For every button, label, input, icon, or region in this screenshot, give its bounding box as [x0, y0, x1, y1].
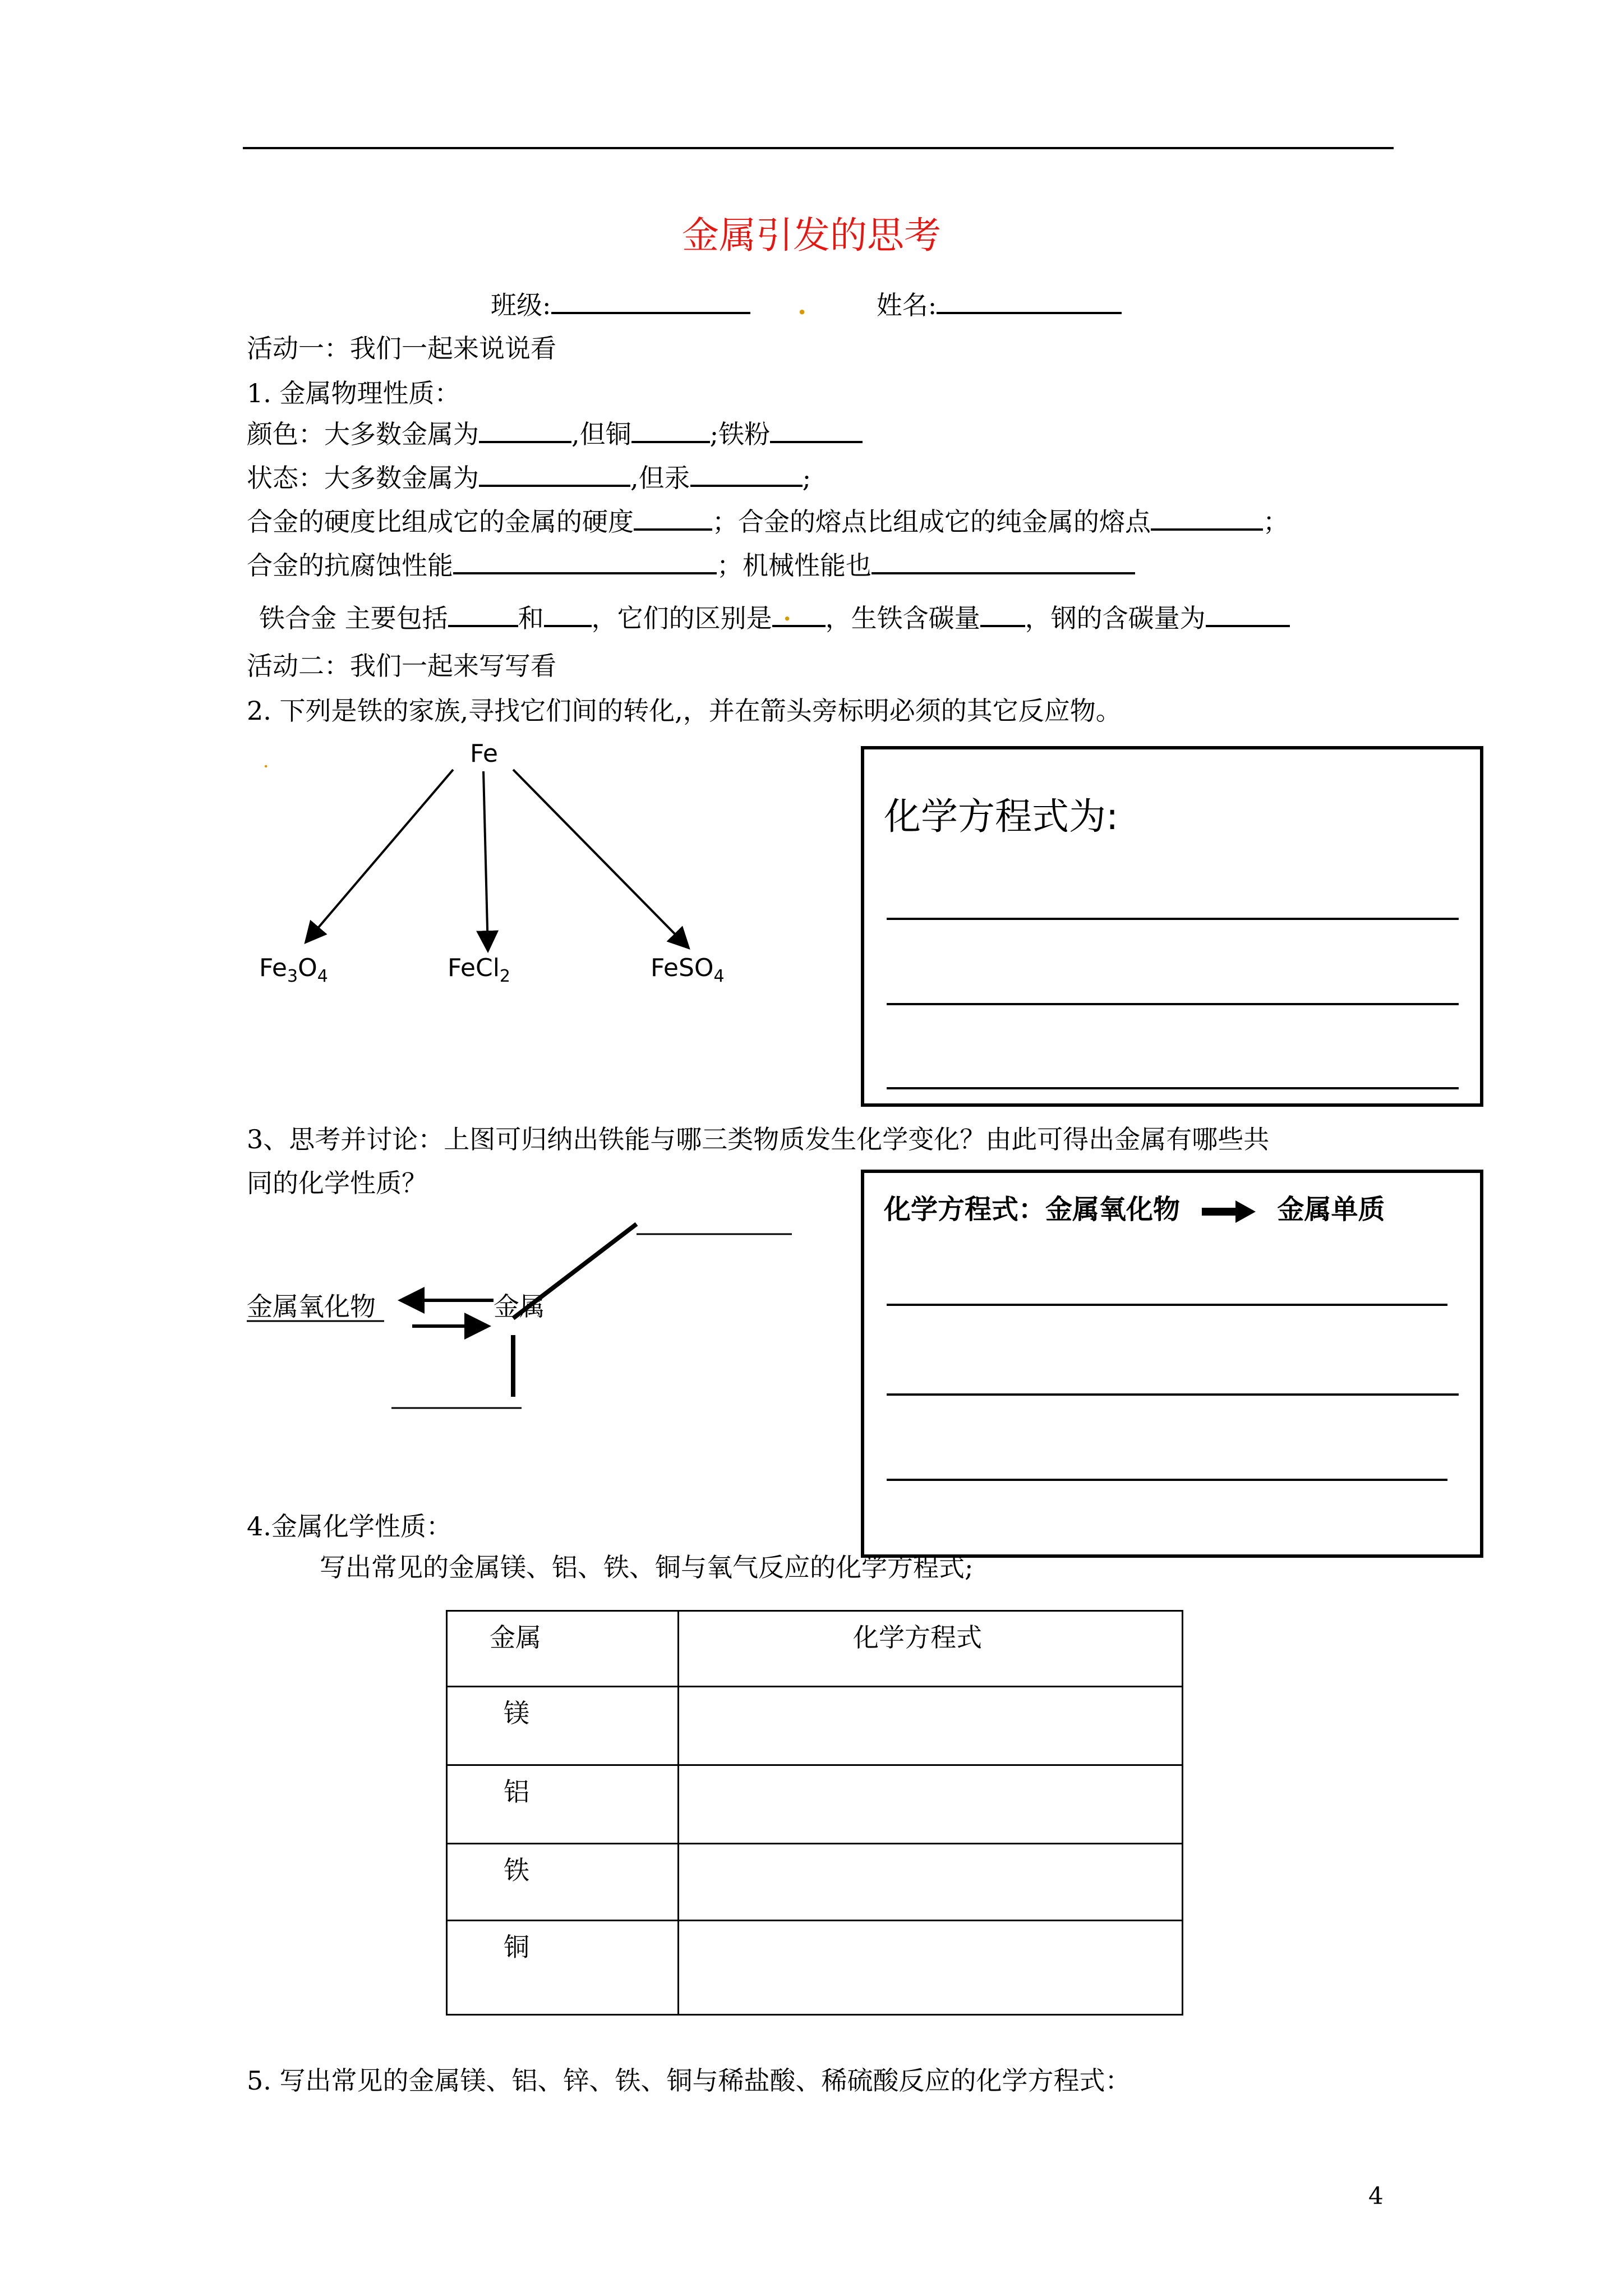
diagram-fe3o4: $Fe_3O_4$ [259, 954, 328, 986]
q3-line-1: 3、思考并讨论：上图可归纳出铁能与哪三类物质发生化学变化？由此可得出金属有哪些共 [247, 1124, 1270, 1154]
table-row [447, 1765, 1183, 1844]
q4-desc: 写出常见的金属镁、铝、铁、铜与氧气反应的化学方程式; [320, 1552, 974, 1582]
diagram-fe: Fe [470, 739, 498, 768]
table-row [447, 1687, 1183, 1765]
table-equation-cell[interactable] [679, 1765, 1183, 1844]
arrow-right-icon [1202, 1200, 1256, 1223]
q2-text: 2. 下列是铁的家族,寻找它们间的转化,，并在箭头旁标明必须的其它反应物。 [247, 696, 1122, 726]
equation-line-3[interactable] [887, 1087, 1459, 1089]
table-header-equation: 化学方程式 [679, 1611, 1183, 1687]
state-line: 状态：大多数金属为 ,但汞 ; [247, 460, 811, 494]
q4-heading: 4.金属化学性质： [247, 1511, 452, 1542]
oxygen-reaction-table [446, 1610, 1183, 2016]
equation-box-1-title: 化学方程式为: [884, 795, 1119, 838]
equation-box-2-title: 化学方程式：金属氧化物 金属单质 [884, 1194, 1385, 1225]
arrow-fe-to-fe3o4 [306, 770, 453, 942]
accent-dot: . [797, 290, 807, 320]
table-equation-cell[interactable] [679, 1687, 1183, 1765]
table-metal-cell: 铁 [447, 1844, 679, 1921]
box2-line-1[interactable] [887, 1304, 1447, 1306]
table-metal-cell: 镁 [447, 1687, 679, 1765]
alloy-line-1: 合金的硬度比组成它的金属的硬度 ；合金的熔点比组成它的纯金属的熔点 ； [247, 504, 1289, 538]
diagram-feso4: FeSO$_4$ [651, 954, 725, 986]
difference-blank[interactable]: . [772, 600, 826, 627]
equation-line-1[interactable] [887, 918, 1459, 920]
arrow-fe-to-fecl2 [483, 771, 488, 951]
iron-alloy-line: 铁合金 主要包括 和 ，它们的区别是 . ，生铁含碳量 ，钢的含碳量为 [259, 600, 1290, 634]
diagram-fecl2: FeCl$_2$ [448, 954, 511, 986]
table-metal-cell: 铝 [447, 1765, 679, 1844]
name-label: 姓名: [876, 290, 937, 320]
q1-heading: 1. 金属物理性质： [247, 378, 460, 408]
q5-text: 5. 写出常见的金属镁、铝、锌、铁、铜与稀盐酸、稀硫酸反应的化学方程式： [247, 2065, 1131, 2096]
page-number: 4 [1368, 2182, 1384, 2210]
cycle-oxide-label: 金属氧化物 [247, 1291, 376, 1322]
table-equation-cell[interactable] [679, 1844, 1183, 1921]
cycle-metal-label: 金属 [494, 1291, 545, 1322]
table-header-metal: 金属 [447, 1611, 679, 1687]
box2-line-3[interactable] [887, 1479, 1447, 1481]
table-header-row [447, 1611, 1183, 1687]
class-label: 班级: [491, 290, 551, 320]
q3-line-2: 同的化学性质？ [247, 1168, 427, 1198]
equation-box-1 [861, 746, 1483, 1107]
activity2-heading: 活动二：我们一起来写写看 [247, 651, 556, 681]
table-equation-cell[interactable] [679, 1921, 1183, 2015]
table-metal-cell: 铜 [447, 1921, 679, 2015]
arrow-fe-to-feso4 [513, 770, 689, 948]
small-dot: . [264, 754, 269, 771]
table-row [447, 1844, 1183, 1921]
color-line: 颜色：大多数金属为 ,但铜 ;铁粉 [247, 416, 863, 450]
box2-line-2[interactable] [887, 1393, 1459, 1396]
equation-line-2[interactable] [887, 1003, 1459, 1005]
table-row [447, 1921, 1183, 2015]
page-title: 金属引发的思考 [682, 214, 941, 257]
equation-box-2 [861, 1170, 1483, 1558]
alloy-line-2: 合金的抗腐蚀性能 ；机械性能也 [247, 547, 1135, 582]
activity1-heading: 活动一：我们一起来说说看 [247, 333, 556, 364]
